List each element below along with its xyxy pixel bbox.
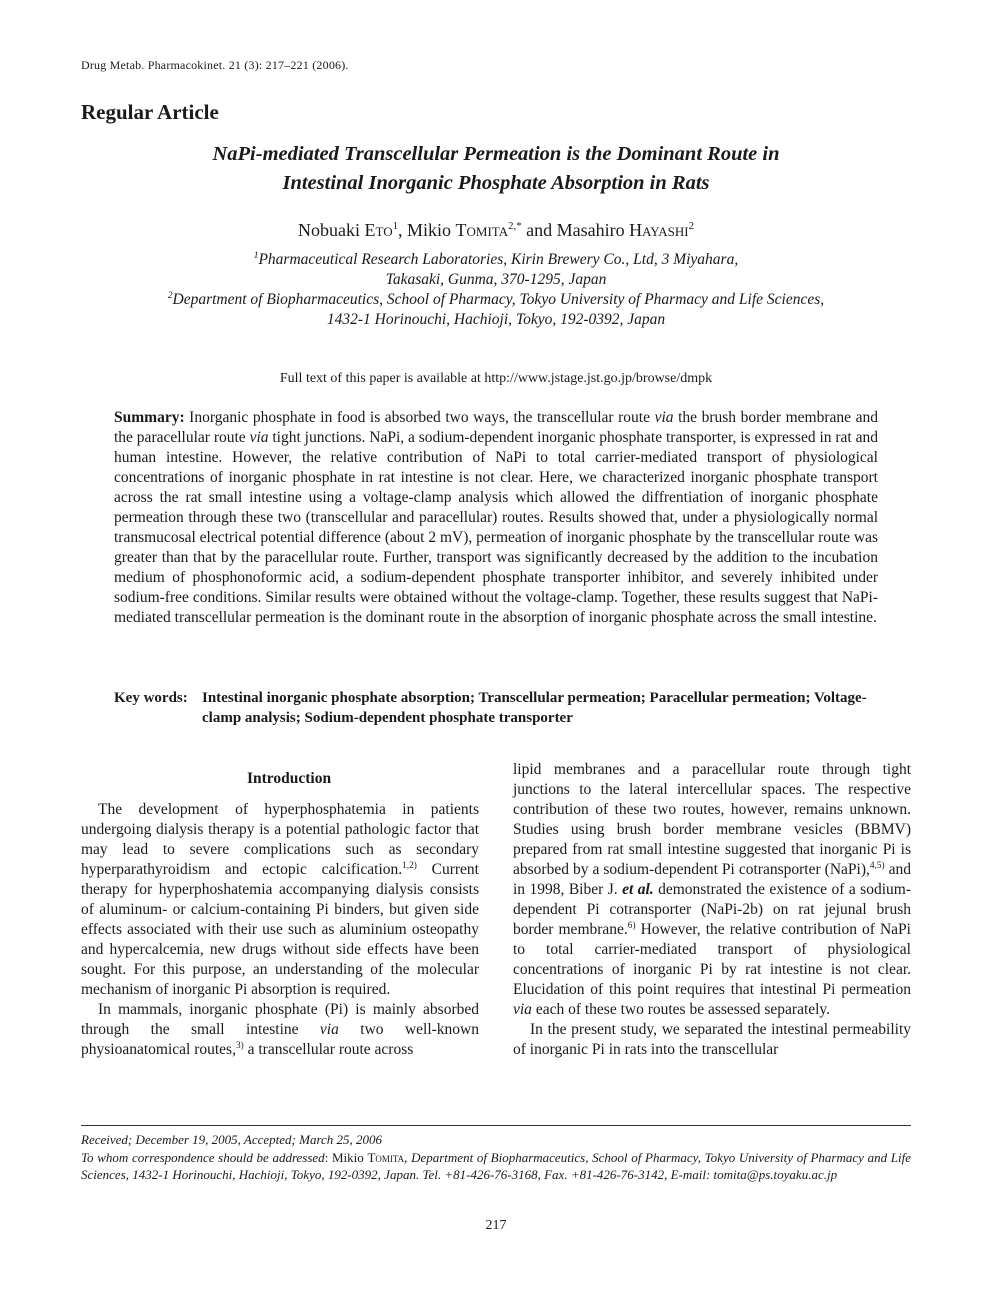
- body-text: However, the relative contribution of NaPi to total carrier-mediated transport of physiological concentrations of inorganic Pi by rat intestine is not clear. Elucidation of this point requires that intestinal Pi permeation: [513, 921, 911, 998]
- citation-ref: 1,2): [402, 860, 417, 871]
- affiliation-2: [81, 290, 911, 330]
- author-2-family: Tomita: [455, 220, 509, 240]
- keywords-text: Intestinal inorganic phosphate absorption; Transcellular permeation; Paracellular permeation; Voltage-clamp analysis; Sodium-dependent phosphate transporter: [202, 690, 867, 726]
- author-3-family: Hayashi: [629, 220, 689, 240]
- body-text: In mammals, inorganic phosphate (Pi) is mainly absorbed through the small intestine: [81, 1001, 479, 1038]
- page-number: 217: [485, 1218, 507, 1233]
- title-line-1: NaPi-mediated Transcellular Permeation is the Dominant Route in: [212, 143, 780, 165]
- summary-label: Summary:: [114, 409, 185, 426]
- affiliation-2-line-2: 1432-1 Horinouchi, Hachioji, Tokyo, 192-0392, Japan: [326, 311, 666, 328]
- footnote-block: [81, 1131, 911, 1184]
- body-column-right: [513, 760, 911, 1060]
- body-text: each of these two routes be assessed separately.: [531, 1001, 831, 1018]
- article-title: [81, 140, 911, 198]
- journal-reference: Drug Metab. Pharmacokinet. 21 (3): 217–221 (2006).: [81, 58, 349, 72]
- author-1-given: Nobuaki: [298, 220, 365, 240]
- citation-ref: 6): [627, 920, 636, 931]
- affiliation-1-text: Pharmaceutical Research Laboratories, Kirin Brewery Co., Ltd, 3 Miyahara,: [258, 251, 739, 268]
- correspondence-label: To whom correspondence should be addressed: [81, 1149, 325, 1165]
- body-text: two well-known physioanatomical routes,: [81, 1021, 479, 1058]
- body-column-left: [81, 800, 479, 1060]
- body-italic: via: [319, 1021, 339, 1038]
- correspondence-name: Mikio: [331, 1149, 368, 1165]
- author-3-given: Masahiro: [556, 220, 630, 240]
- received-dates: Received; December 19, 2005, Accepted; March 25, 2006: [81, 1132, 383, 1147]
- body-paragraph-2: [81, 1000, 479, 1060]
- summary-text: the brush border membrane and the paracellular route: [114, 409, 878, 446]
- introduction-heading: Introduction: [246, 770, 332, 787]
- summary-italic: via: [249, 429, 269, 446]
- summary-text: Inorganic phosphate in food is absorbed two ways, the transcellular route: [184, 409, 655, 426]
- article-type-label: Regular Article: [81, 100, 219, 124]
- title-line-2: Intestinal Inorganic Phosphate Absorption in Rats: [282, 172, 710, 194]
- body-paragraph-2-continued: [513, 760, 911, 1020]
- body-text: demonstrated the existence of a sodium-dependent Pi cotransporter (NaPi-2b) on rat jejunal brush border membrane.: [513, 881, 911, 938]
- correspondence-address: , Department of Biopharmaceutics, School of Pharmacy, Tokyo University of Pharmacy and Life Sciences, 1432-1 Horinouchi, Hachioji, Tokyo, 192-0392, Japan. Tel. +81-426-76-3168, Fax. +81-426-76-3142, E-mail: tomita@ps.toyaku.ac.jp: [81, 1149, 911, 1182]
- affiliation-1: [81, 250, 911, 290]
- author-3-affil-mark: 2: [688, 220, 694, 232]
- author-2-affil-mark: 2,*: [508, 220, 522, 232]
- affiliation-1-line-2: Takasaki, Gunma, 370-1295, Japan: [385, 271, 607, 288]
- summary-text: tight junctions. NaPi, a sodium-dependent inorganic phosphate transporter, is expressed in rat and human intestine. However, the relative contribution of NaPi to total carrier-mediated transport of physiological concentrations of inorganic phosphate in rat intestine is not clear. Here, we characterized inorganic phosphate transport across the rat small intestine using a voltage-clamp analysis which allowed the diffrentiation of inorganic phosphate permeation through these two (transcellular and paracellular) routes. Results showed that, under a physiologically normal transmucosal electrical potential difference (about 2 mV), permeation of inorganic phosphate by the transcellular route was greater than that by the paracellular route. Further, transport was significantly decreased by the addition to the incubation medium of phosphonoformic acid, a sodium-dependent phosphate transporter inhibitor, and severely inhibited under sodium-free conditions. Similar results were obtained without the voltage-clamp. Together, these results suggest that NaPi-mediated transcellular permeation is the dominant route in the absorption of inorganic phosphate across the small intestine.: [114, 429, 878, 626]
- author-separator: ,: [398, 220, 408, 240]
- body-paragraph-1: [81, 800, 479, 1000]
- correspondence-note: [81, 1149, 911, 1184]
- author-2-given: Mikio: [407, 220, 456, 240]
- body-text: The development of hyperphosphatemia in patients undergoing dialysis therapy is a potential pathologic factor that may lead to severe complications such as secondary hyperparathyroidism and ectopic calcification.: [81, 801, 479, 878]
- affiliation-1-mark: 1: [253, 250, 259, 261]
- affiliation-1-line-1: [81, 250, 911, 270]
- correspondence-name: Tomita: [367, 1149, 405, 1165]
- affiliation-2-mark: 2: [167, 290, 173, 301]
- citation-ref: 4,5): [869, 860, 885, 871]
- affiliation-2-line-1: [81, 290, 911, 310]
- footnote-divider: [81, 1125, 911, 1126]
- summary-italic: via: [654, 409, 674, 426]
- full-text-availability: Full text of this paper is available at http://www.jstage.jst.go.jp/browse/dmpk: [279, 371, 713, 386]
- body-text: and in 1998, Biber J.: [513, 861, 911, 898]
- body-italic: via: [513, 1001, 532, 1018]
- body-italic: et al.: [622, 881, 654, 898]
- author-separator: and: [521, 220, 557, 240]
- summary-abstract: [114, 408, 878, 628]
- body-paragraph-3: In the present study, we separated the intestinal permeability of inorganic Pi in rats into the transcellular: [513, 1021, 911, 1058]
- body-text: a transcellular route across: [243, 1041, 414, 1058]
- author-1-affil-mark: 1: [392, 220, 399, 232]
- citation-ref: 3): [235, 1040, 244, 1051]
- author-list: [81, 220, 911, 241]
- author-1-family: Eto: [364, 220, 393, 240]
- body-text: Current therapy for hyperphoshatemia accompanying dialysis consists of aluminum- or calcium-containing Pi binders, but given side effects associated with their use such as aluminium osteopathy and hypercalcemia, new drugs without side effects have been sought. For this purpose, an understanding of the molecular mechanism of inorganic Pi absorption is required.: [81, 861, 479, 998]
- keywords-label: Key words:: [114, 690, 188, 706]
- correspondence-colon: :: [324, 1149, 332, 1165]
- affiliation-2-text: Department of Biopharmaceutics, School of Pharmacy, Tokyo University of Pharmacy and Life Sciences,: [172, 291, 825, 308]
- body-text: lipid membranes and a paracellular route through tight junctions to the lateral intercellular spaces. The respective contribution of these two routes, however, remains unknown. Studies using brush border membrane vesicles (BBMV) prepared from rat small intestine suggested that inorganic Pi is absorbed by a sodium-dependent Pi cotransporter (NaPi),: [513, 761, 911, 878]
